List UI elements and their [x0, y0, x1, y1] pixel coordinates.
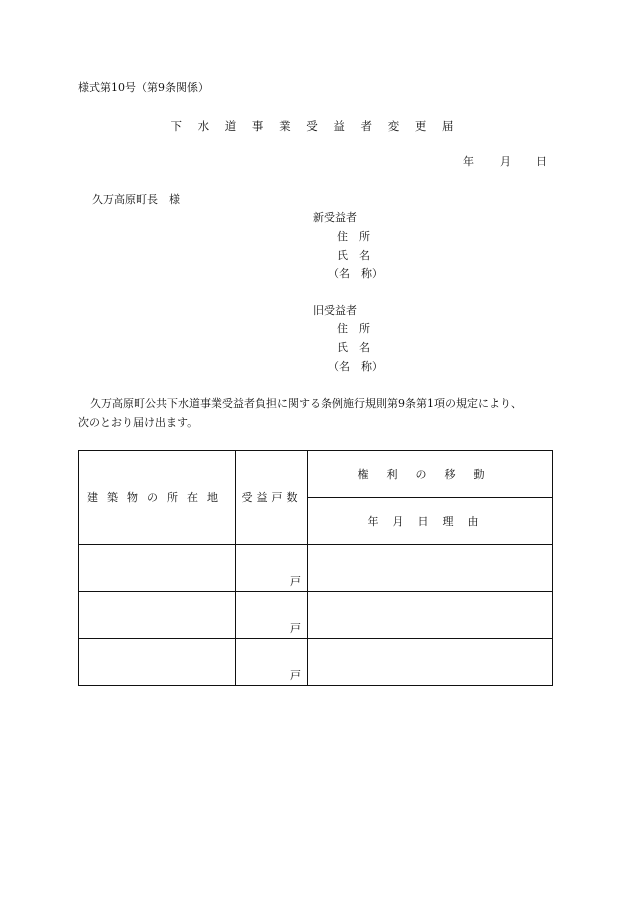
body-text-line2: 次のとおり届け出ます。 — [78, 416, 199, 429]
households-cell[interactable] — [236, 592, 308, 639]
old-beneficiary-address-label: 住 所 — [337, 322, 370, 335]
location-cell[interactable] — [79, 592, 236, 639]
old-beneficiary-name-label: 氏 名 — [337, 341, 370, 354]
new-beneficiary-name-label: 氏 名 — [337, 249, 370, 262]
households-cell[interactable] — [236, 545, 308, 592]
table-row — [79, 639, 553, 686]
location-cell[interactable] — [79, 545, 236, 592]
households-cell[interactable] — [236, 639, 308, 686]
old-beneficiary-corp-name-label: （名 称） — [328, 360, 383, 373]
transfer-cell[interactable] — [308, 592, 553, 639]
addressee: 久万高原町長 様 — [92, 193, 180, 206]
transfer-cell[interactable] — [308, 545, 553, 592]
new-beneficiary-corp-name-label: （名 称） — [328, 267, 383, 280]
header-transfer: 権利の移動 — [308, 451, 553, 498]
date-year: 年 — [463, 155, 474, 168]
old-beneficiary-heading: 旧受益者 — [313, 304, 357, 317]
location-cell[interactable] — [79, 639, 236, 686]
header-location: 建築物の所在地 — [79, 451, 236, 545]
table-row — [79, 592, 553, 639]
households-unit: 戸 — [290, 669, 301, 682]
date-month: 月 — [500, 155, 511, 168]
change-table — [78, 450, 553, 686]
header-date-reason: 年月日理由 — [308, 498, 553, 545]
new-beneficiary-heading: 新受益者 — [313, 211, 357, 224]
table-row — [79, 545, 553, 592]
new-beneficiary-address-label: 住 所 — [337, 230, 370, 243]
document-title: 下 水 道 事 業 受 益 者 変 更 届 — [170, 119, 460, 133]
date-day: 日 — [536, 155, 547, 168]
households-unit: 戸 — [290, 575, 301, 588]
form-number: 様式第10号（第9条関係） — [78, 81, 209, 94]
body-text-line1: 久万高原町公共下水道事業受益者負担に関する条例施行規則第9条第1項の規定により、 — [90, 397, 522, 410]
header-households: 受益戸数 — [236, 451, 308, 545]
transfer-cell[interactable] — [308, 639, 553, 686]
households-unit: 戸 — [290, 622, 301, 635]
